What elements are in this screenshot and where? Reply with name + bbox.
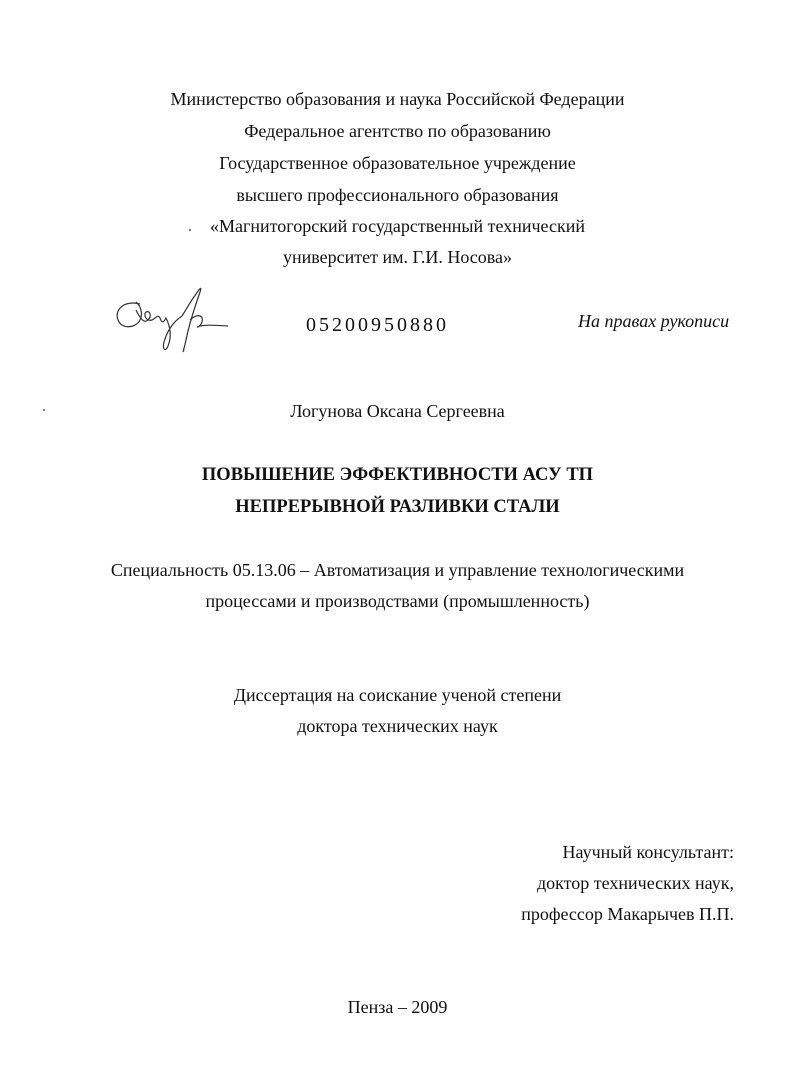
city-year: Пенза – 2009 bbox=[347, 997, 448, 1017]
consultant-label: Научный консультант: bbox=[562, 842, 734, 862]
consultant-name: профессор Макарычев П.П. bbox=[521, 904, 734, 924]
author-name: Логунова Оксана Сергеевна bbox=[290, 401, 505, 421]
university-line-2: университет им. Г.И. Носова» bbox=[282, 247, 513, 267]
thesis-title-line-1: ПОВЫШЕНИЕ ЭФФЕКТИВНОСТИ АСУ ТП bbox=[201, 465, 594, 485]
signature-image bbox=[110, 280, 240, 360]
agency-line: Федеральное агентство по образованию bbox=[244, 121, 551, 141]
ministry-line: Министерство образования и наука Российской Федерации bbox=[170, 89, 625, 109]
education-level-line: высшего профессионального образования bbox=[236, 185, 559, 205]
registration-code: 05200950880 bbox=[306, 314, 449, 336]
consultant-degree: доктор технических наук, bbox=[537, 873, 734, 893]
rights-note: На правах рукописи bbox=[578, 311, 730, 331]
specialty-line-1: Специальность 05.13.06 – Автоматизация и управление технологическими bbox=[110, 560, 685, 580]
institution-type-line: Государственное образовательное учреждение bbox=[219, 153, 576, 173]
university-line-1: «Магнитогорский государственный технический bbox=[210, 216, 585, 236]
degree-line-1: Диссертация на соискание ученой степени bbox=[233, 685, 562, 705]
thesis-title-line-2: НЕПРЕРЫВНОЙ РАЗЛИВКИ СТАЛИ bbox=[235, 497, 560, 517]
degree-line-2: доктора технических наук bbox=[297, 716, 498, 736]
specialty-line-2: процессами и производствами (промышленность) bbox=[205, 591, 590, 611]
scan-speck bbox=[189, 229, 191, 231]
